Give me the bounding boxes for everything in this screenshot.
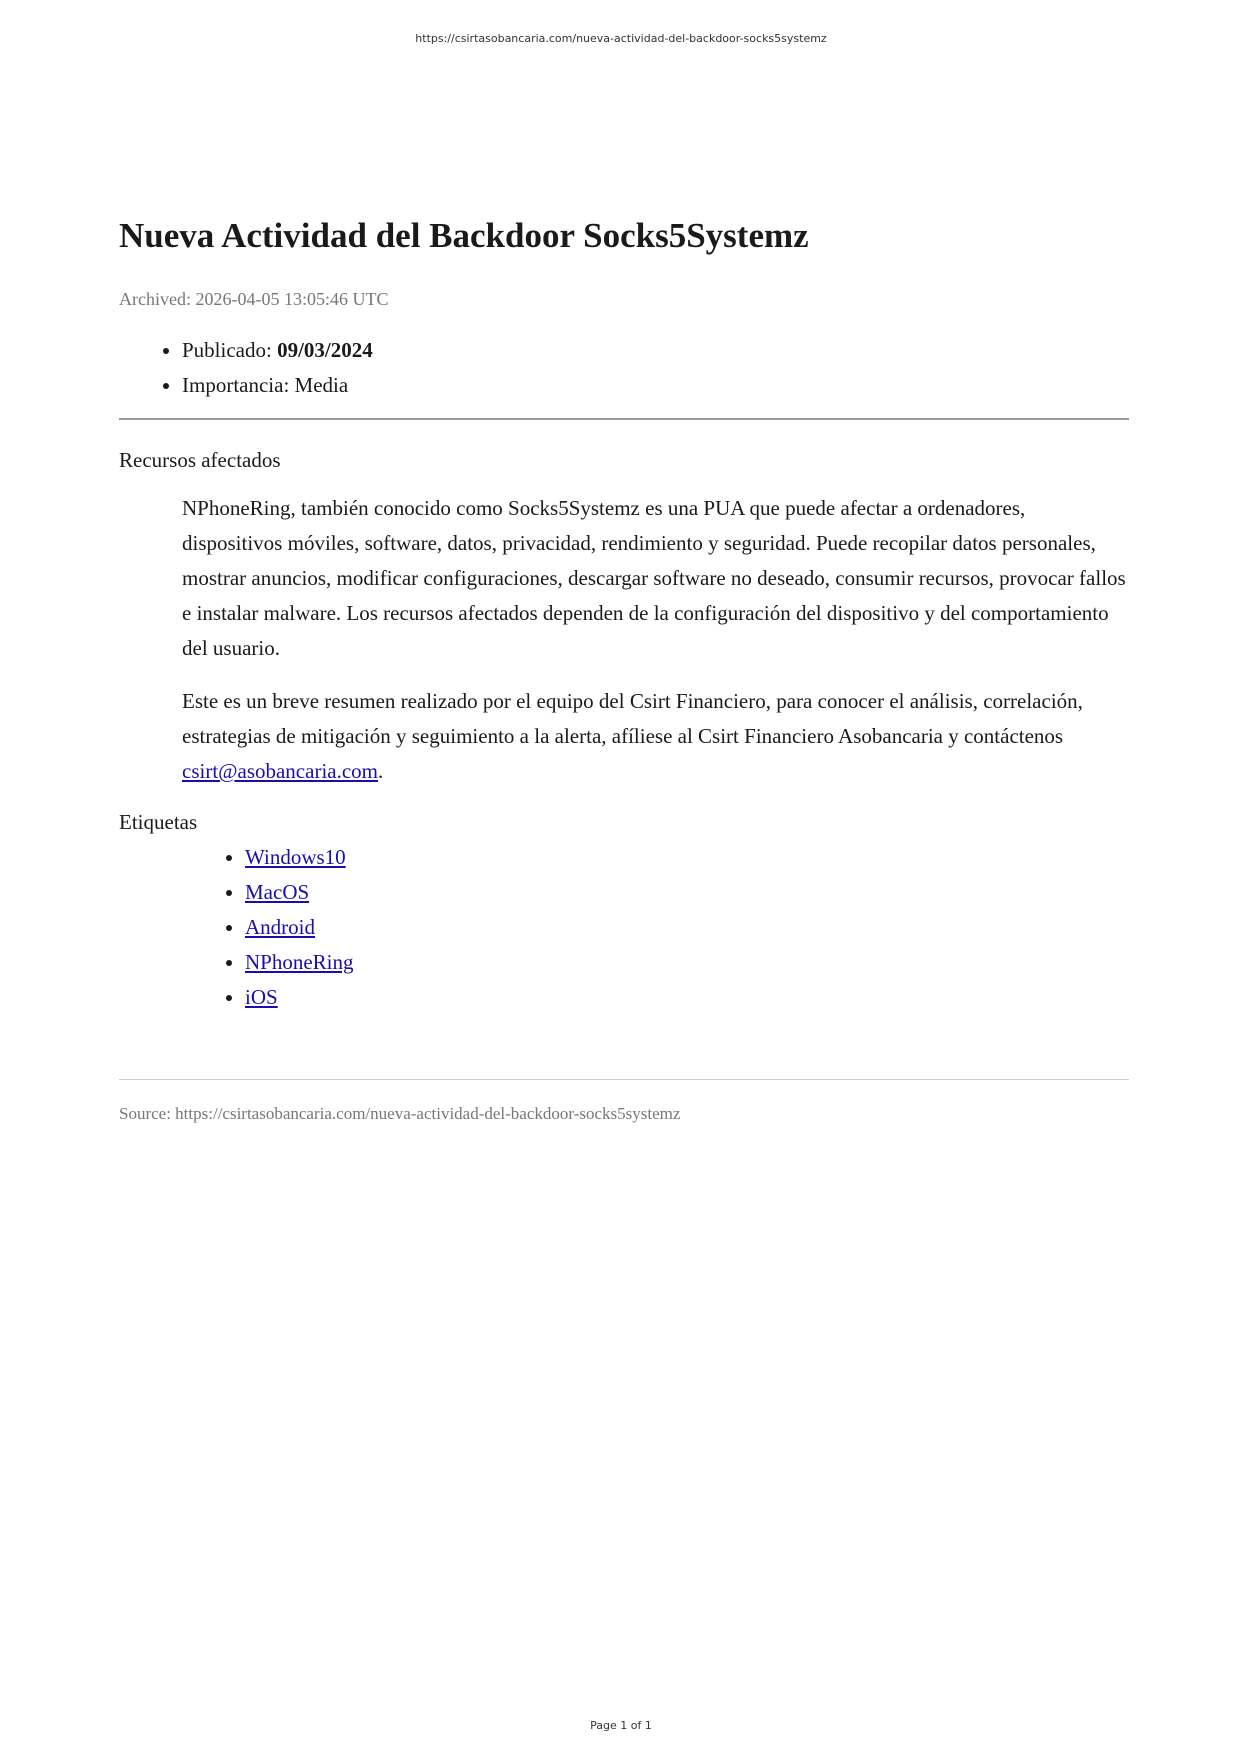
tag-link-macos[interactable]: MacOS: [245, 880, 310, 904]
description-block: [182, 491, 1129, 789]
meta-published: [182, 333, 1129, 368]
summary-end: .: [378, 759, 384, 783]
meta-importance: • Importancia: Media: [182, 368, 1129, 403]
article: [119, 212, 1129, 1126]
published-date: 09/03/2024: [277, 338, 373, 362]
source-url: Source: https://csirtasobancaria.com/nueva-actividad-del-backdoor-socks5systemz: [119, 1104, 681, 1123]
footer-divider: [119, 1079, 1129, 1080]
resources-heading: Recursos afectados: [119, 448, 281, 472]
tags-heading: Etiquetas: [119, 810, 198, 834]
page-number: Page 1 of 1: [590, 1719, 652, 1732]
tag-item: [245, 875, 1129, 910]
page-title: Nueva Actividad del Backdoor Socks5Systemz: [119, 216, 809, 255]
summary-text: Este es un breve resumen realizado por el equipo del Csirt Financiero, para conocer el análisis, correlación, estrategias de mitigación y seguimiento a la alerta, afíliese al Csirt Financiero Asobancaria y contáctenos: [182, 689, 1083, 748]
tag-link-nphonering[interactable]: NPhoneRing: [245, 950, 354, 974]
tag-item: [245, 980, 1129, 1015]
summary-paragraph: [182, 684, 1129, 789]
tag-item: [245, 840, 1129, 875]
meta-list: [119, 333, 1129, 403]
page-header-url: https://csirtasobancaria.com/nueva-actividad-del-backdoor-socks5systemz: [415, 32, 827, 45]
tag-item: [245, 910, 1129, 945]
tags-list: [119, 840, 1129, 1015]
tag-item: [245, 945, 1129, 980]
archived-timestamp: Archived: 2026-04-05 13:05:46 UTC: [119, 289, 389, 309]
tag-link-windows10[interactable]: Windows10: [245, 845, 346, 869]
tag-link-ios[interactable]: iOS: [245, 985, 278, 1009]
divider: [119, 418, 1129, 420]
tag-link-android[interactable]: Android: [245, 915, 315, 939]
description-paragraph: NPhoneRing, también conocido como Socks5Systemz es una PUA que puede afectar a ordenadores, dispositivos móviles, software, datos, privacidad, rendimiento y seguridad. Puede recopilar datos personales, mostrar anuncios, modificar configuraciones, descargar software no deseado, consumir recursos, provocar fallos e instalar malware. Los recursos afectados dependen de la configuración del dispositivo y del comportamiento del usuario.: [182, 496, 1126, 660]
email-link[interactable]: csirt@asobancaria.com: [182, 759, 379, 783]
published-label: Publicado:: [182, 338, 278, 362]
